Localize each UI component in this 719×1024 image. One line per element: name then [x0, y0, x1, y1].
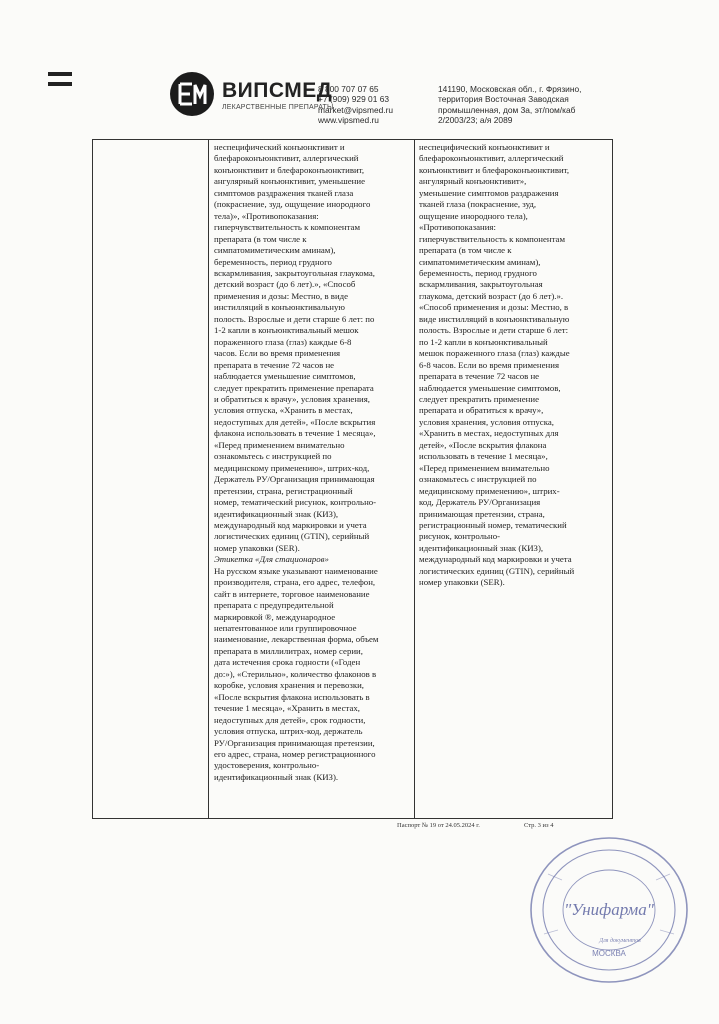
address-line: 2/2003/23; а/я 2089	[438, 114, 513, 125]
text-line: препарата в течение 72 часов не	[419, 371, 540, 382]
text-line: условия отпуска, штрих-код, держатель	[214, 726, 363, 737]
address-block	[438, 84, 581, 125]
text-line: использовать в течение 1 месяца»,	[419, 451, 548, 462]
text-line: Держатель РУ/Организация принимающая	[214, 474, 375, 485]
text-line: медицинскому применению», штрих-код,	[214, 462, 370, 473]
text-line: часов. Если во время применения	[214, 348, 341, 359]
stamp-bottom-caption: Для документов	[599, 938, 641, 944]
text-line: логистических единиц (GTIN), серийный	[419, 565, 575, 576]
text-line: неспецифический конъюнктивит и	[214, 142, 345, 152]
text-line: «Хранить в местах, недоступных для	[419, 428, 559, 439]
text-line: препарата (в том числе к	[214, 233, 307, 244]
text-line: коробке, условия хранения и перевозки,	[214, 680, 364, 691]
text-line: гиперчувствительность к компонентам	[214, 222, 361, 233]
text-line: международный код маркировки и учета	[214, 519, 367, 530]
column-divider	[208, 140, 209, 818]
text-line: флакона использовать в течение 1 месяца»,	[214, 428, 376, 439]
text-line: беременность, период грудного	[214, 256, 332, 267]
text-line: ознакомьтесь с инструкцией по	[214, 451, 332, 462]
contacts-block	[318, 84, 393, 125]
text-line: сайт в интернете, торговое наименование	[214, 588, 370, 599]
text-line: пораженного глаза (глаз) каждые 6-8	[214, 336, 352, 347]
text-line: идентификационный знак (КИЗ),	[419, 542, 544, 553]
text-line: наименование, лекарственная форма, объем	[214, 634, 379, 645]
text-line: «После вскрытия флакона использовать в	[214, 691, 370, 702]
text-line: вскармливания, закрытоугольная глаукома,	[214, 267, 375, 278]
text-line: (покраснение, зуд, ощущение инородного	[214, 199, 371, 210]
page-number: Стр. 3 из 4	[524, 822, 554, 829]
text-line: до:»), «Стерильно», количество флаконов в	[214, 668, 377, 679]
text-line: симпатомиметическим аминам),	[214, 245, 336, 256]
company-stamp	[528, 834, 690, 986]
text-line: наблюдается уменьшение симптомов,	[214, 371, 356, 382]
text-line: претензии, страна, регистрационный	[214, 485, 353, 496]
address-line: территория Восточная Заводская	[438, 94, 569, 105]
brand-name: ВИПСМЕД	[222, 79, 333, 102]
text-line: международный код маркировки и учета	[419, 554, 572, 565]
text-line: ощущение инородного тела),	[419, 210, 528, 221]
text-line: производителя, страна, его адрес, телефон,	[214, 577, 376, 588]
left-paragraph-hospital	[214, 566, 378, 784]
text-line: гиперчувствительность к компонентам	[419, 233, 566, 244]
text-line: ангулярный конъюнктивит, уменьшение	[214, 176, 365, 187]
menu-icon	[48, 72, 72, 92]
address-line: 141190, Московская обл., г. Фрязино,	[438, 84, 582, 94]
text-line: регистрационный номер, тематический	[419, 519, 567, 530]
text-line: детей», «После вскрытия флакона	[419, 439, 547, 450]
stamp-company-name: "Унифарма"	[564, 900, 654, 919]
email-link[interactable]: market@vipsmed.ru	[318, 104, 394, 115]
text-line: условия хранения, условия отпуска,	[419, 416, 554, 427]
text-line: препарата в миллилитрах, номер серии,	[214, 645, 363, 656]
text-line: номер, тематический рисунок, контрольно-	[214, 497, 377, 508]
text-line: идентификационный знак (КИЗ),	[214, 508, 339, 519]
text-line: полость. Взрослые и дети старше 6 лет: по	[214, 313, 375, 324]
text-line: следует прекратить применение	[419, 393, 539, 404]
text-line: недоступных для детей», срок годности,	[214, 714, 366, 725]
text-line: «Противопоказания:	[419, 222, 496, 233]
address-line: промышленная, дом 3а, эт/пом/каб	[438, 104, 576, 115]
text-line: следует прекратить применение препарата	[214, 382, 374, 393]
text-line: дата истечения срока годности («Годен	[214, 657, 361, 668]
text-line: конъюнктивит и блефароконъюнктивит,	[419, 164, 570, 175]
left-text-column	[214, 142, 378, 783]
text-line: течение 1 месяца», «Хранить в местах,	[214, 703, 360, 714]
text-line: конъюнктивит и блефароконъюнктивит,	[214, 164, 365, 175]
text-line: блефароконъюнктивит, аллергический	[214, 153, 359, 164]
right-text-column	[419, 142, 574, 589]
column-divider	[414, 140, 415, 818]
text-line: препарата в течение 72 часов не	[214, 359, 335, 370]
text-line: симпатомиметическим аминам),	[419, 256, 541, 267]
text-line: его адрес, страна, номер регистрационного	[214, 749, 376, 760]
text-line: «Перед применением внимательно	[419, 462, 550, 473]
text-line: удостоверения, контрольно-	[214, 760, 320, 771]
text-line: препарата и обратиться к врачу»,	[419, 405, 544, 416]
text-line: номер упаковки (SER).	[419, 577, 505, 588]
text-line: инстилляций в конъюнктивальную	[214, 302, 345, 313]
text-line: применения и дозы: Местно, в виде	[214, 290, 349, 301]
text-line: маркировкой ®, международное	[214, 611, 336, 622]
text-line: ангулярный конъюнктивит»,	[419, 176, 527, 187]
text-line: медицинскому применению», штрих-	[419, 485, 560, 496]
text-line: недоступных для детей», «После вскрытия	[214, 416, 376, 427]
text-line: глаукома, детский возраст (до 6 лет).».	[419, 290, 564, 301]
text-line: вскармливания, закрытоугольная	[419, 279, 543, 290]
text-line: непатентованное или группировочное	[214, 623, 357, 634]
text-line: виде инстилляций в конъюнктивальную	[419, 313, 570, 324]
brand-tagline: ЛЕКАРСТВЕННЫЕ ПРЕПАРАТЫ	[222, 104, 334, 111]
text-line: логистических единиц (GTIN), серийный	[214, 531, 370, 542]
text-line: условия отпуска, «Хранить в местах,	[214, 405, 353, 416]
text-line: код, Держатель РУ/Организация	[419, 497, 541, 508]
text-line: ознакомьтесь с инструкцией по	[419, 474, 537, 485]
website-link[interactable]: www.vipsmed.ru	[318, 114, 379, 125]
comparison-table	[92, 139, 613, 819]
text-line: рисунок, контрольно-	[419, 531, 501, 542]
text-line: принимающая претензии, страна,	[419, 508, 545, 519]
text-line: мешок пораженного глаза (глаз) каждые	[419, 348, 570, 359]
text-line: уменьшение симптомов раздражения	[419, 187, 559, 198]
stamp-city: МОСКВА	[592, 949, 626, 958]
text-line: полость. Взрослые и дети старше 6 лет:	[419, 325, 569, 336]
text-line: «Способ применения и дозы: Местно, в	[419, 302, 569, 313]
vipsmed-logo	[168, 70, 216, 118]
left-paragraph	[214, 142, 378, 554]
text-line: идентификационный знак (КИЗ).	[214, 771, 339, 782]
text-line: и обратиться к врачу», условия хранения,	[214, 393, 371, 404]
phone-mobile[interactable]: +7 (909) 929 01 63	[318, 94, 390, 105]
text-line: неспецифический конъюнктивит и	[419, 142, 550, 152]
text-line: детский возраст (до 6 лет).», «Способ	[214, 279, 356, 290]
text-line: симптомов раздражения тканей глаза	[214, 187, 354, 198]
right-paragraph	[419, 142, 574, 589]
label-section-heading: Этикетка «Для стационаров»	[214, 554, 329, 565]
text-line: препарата (в том числе к	[419, 245, 512, 256]
text-line: по 1-2 капли в конъюнктивальный	[419, 336, 548, 347]
text-line: РУ/Организация принимающая претензии,	[214, 737, 375, 748]
text-line: На русском языке указывают наименование	[214, 565, 378, 576]
text-line: «Перед применением внимательно	[214, 439, 345, 450]
text-line: препарата с предупредительной	[214, 600, 334, 611]
text-line: блефароконъюнктивит, аллергический	[419, 153, 564, 164]
text-line: тела)», «Противопоказания:	[214, 210, 319, 221]
text-line: наблюдается уменьшение симптомов,	[419, 382, 561, 393]
phone-hotline[interactable]: 8 800 707 07 65	[318, 84, 379, 94]
text-line: 1-2 капли в конъюнктивальный мешок	[214, 325, 359, 336]
passport-reference: Паспорт № 19 от 24.05.2024 г.	[397, 822, 480, 829]
text-line: беременность, период грудного	[419, 267, 537, 278]
text-line: 6-8 часов. Если во время применения	[419, 359, 560, 370]
text-line: номер упаковки (SER).	[214, 542, 300, 553]
text-line: тканей глаза (покраснение, зуд,	[419, 199, 537, 210]
